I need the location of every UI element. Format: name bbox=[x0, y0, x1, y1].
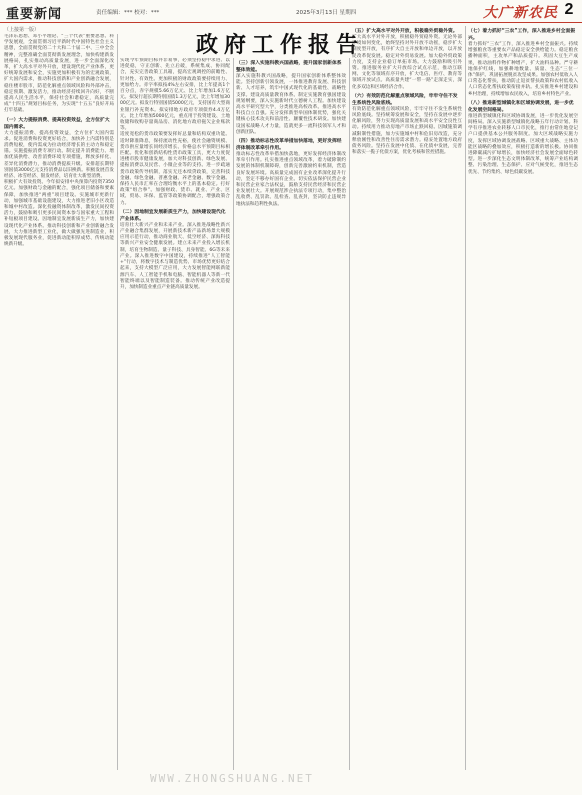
column-text: 积极扩大有效投资。今年拟安排中央预算内投资7350亿元。加强财政与金融的配合，强化项目储备和要素保障，加快推进“两重”项目建设。实施城市更新行动，加强城市基础设施建设，大力推进老旧小区改造和城中村改造。深化投融资体制改革，激发民间投资活力，鼓励和吸引更多民间资本参与国家重大工程和补短板项目建设。因地制宜发展新质生产力，加快建设现代化产业体系。推动科技创新和产业创新融合发展，大力推进新型工业化，做大做强先进制造业，积极发展现代服务业，促进新动能积厚成势、传统动能焕新升级。 bbox=[4, 180, 114, 248]
section-subhead: （二）因地制宜发展新质生产力，加快建设现代化产业体系。 bbox=[120, 209, 226, 222]
column-text: 推进新型城镇化和区域协调发展，进一步优化发展空间格局。深入实施新型城镇化战略五年行动计划。科学有序推进农业转移人口市民化，推行由常住地登记户口提供基本公共服务制度。加大区域战略实施力度，发挥区域协调发展战略、区域重大战略、主体功能区战略的叠加效应，积极打造新的增长极。协同推进降碳减污扩绿增长，加快经济社会发展全面绿色转型。进一步深化生态文明体制改革，统筹产业结构调整、污染治理、生态保护、应对气候变化，推进生态优先、节约集约、绿色低碳发展。 bbox=[468, 113, 578, 175]
section-name: 重要新闻 bbox=[6, 7, 63, 22]
column-text: 有效防范化解重点领域风险，牢牢守住不发生系统性风险底线。坚持统筹发展和安全，坚持在发展中逐步化解风险，努力实现高质量发展和高水平安全良性互动。持续用力推动房地产市场止跌回稳。因城施策调减限制性措施，加力实施城中村和危旧房改造，充分释放刚性和改善性住房需求潜力。稳妥处置地方政府债务风险。坚持在发展中化债、在化债中发展，完善和落实一揽子化债方案，优化考核和管控措施。 bbox=[352, 106, 462, 156]
column-2 bbox=[120, 58, 230, 770]
column-divider bbox=[465, 26, 466, 770]
masthead bbox=[0, 0, 582, 23]
editor-credits: 责任编辑：*** 校对：*** bbox=[96, 10, 160, 16]
watermark: WWW.ZHONGSHUANG.NET bbox=[150, 772, 314, 785]
section-subhead: （五）扩大高水平对外开放，积极稳外贸稳外资。 bbox=[352, 29, 458, 34]
column-3 bbox=[236, 58, 346, 770]
newspaper-name: 大广新农民 bbox=[483, 5, 558, 21]
column-text: 实现今年预期目标并非易事，必须坚持稳中求进、以进促稳，守正创新、先立后破，系统集成、协同配合，充实完善政策工具箱，提高宏观调控的前瞻性、针对性、有效性。更加积极的财政政策要持续用力、更加给力。赤字率拟按4%左右安排，比上年提高1个百分点，赤字规模5.66万亿元、比上年增加1.6万亿元。拟发行超长期特别国债1.3万亿元，比上年增加3000亿元。拟发行特别国债5000亿元，支持国有大型商业银行补充资本。拟安排地方政府专项债券4.4万亿元、比上年增加5000亿元，重点用于投资建设、土地收储和收购存量商品房、消化地方政府拖欠企业账款等。 bbox=[120, 58, 230, 132]
column-text: 毛泽东思想、邓小平理论、“三个代表”重要思想、科学发展观，全面贯彻习近平新时代中国特色社会主义思想，全面贯彻党的二十大和二十届二中、三中全会精神，完整准确全面贯彻新发展理念，加快构建新发展格局，扎实推动高质量发展，进一步全面深化改革，扩大高水平对外开放，建设现代化产业体系，更好统筹发展和安全，实施更加积极有为的宏观政策，扩大国内需求，推动科技创新和产业创新融合发展，稳住楼市股市，防范化解重点领域风险和外部冲击，稳定预期、激发活力，推动经济持续回升向好，不断提高人民生活水平，保持社会和谐稳定，高质量完成“十四五”规划目标任务，为实现“十五五”良好开局打牢基础。 bbox=[4, 34, 114, 114]
issue-date: 2025年3月13日 星期四 bbox=[296, 10, 357, 16]
column-5 bbox=[468, 26, 578, 770]
section-subhead: （一）大力提振消费、提高投资效益，全方位扩大国内需求。 bbox=[4, 117, 110, 130]
section-subhead: （七）着力抓好“三农”工作，深入推进乡村全面振兴。 bbox=[468, 29, 576, 41]
column-divider bbox=[117, 34, 118, 770]
section-subhead: （八）推进新型城镇化和区域协调发展，进一步优化发展空间格局。 bbox=[468, 100, 574, 113]
column-text: 推动标志性改革举措加快落地，更好发挥经济体制改革牵引作用。扎实推进重点领域改革，着力破除制约发展的体制机制障碍，创新完善激励约束机制，营造良好发展环境。高质量完成国有企业改革深化提升行动，坚定不移办好国有企业。切实依法保护民营企业和民营企业家合法权益，鼓励支持民营经济和民营企业发展壮大。开展规范涉企执法专项行动，集中整治乱收费、乱罚款、乱检查、乱查封，坚决防止违规异地执法和趋利性执法。 bbox=[236, 152, 346, 207]
section-subhead: （四）推动标志性改革举措加快落地，更好发挥经济体制改革牵引作用。 bbox=[236, 139, 342, 152]
column-text: 培育壮大新兴产业和未来产业。深入推进战略性新兴产业融合集群发展，开展新技术新产品新场景大规模应用示范行动，推动商业航天、低空经济、深海科技等新兴产业安全健康发展。建立未来产业投入增长机制，培育生物制造、量子科技、具身智能、6G等未来产业。深入推进数字中国建设，持续推进“人工智能+”行动，将数字技术与制造优势、市场优势更好结合起来，支持大模型广泛应用，大力发展智能网联新能源汽车、人工智能手机和电脑、智能机器人等新一代智能终端以及智能制造装备。推动传统产业改造提升，加快制造业重点产业链高质量发展。 bbox=[120, 222, 230, 290]
column-text: 着力抓好“三农”工作，深入推进乡村全面振兴。持续增强粮食等重要农产品稳定安全供给能力。稳定粮食播种面积，主攻单产和品质提升。巩固大豆生产成果，推动油料作物扩种增产，扩大油料品种。严守耕地保护红线，加强耕地数量、质量、生态“三位一体”保护。巩固拓展脱贫攻坚成果。加强农村低收入人口常态化帮扶，推动防止返贫帮扶政策和农村低收入人口常态化帮扶政策衔接并轨。扎实推进乡村建设和乡村治理，持续增加农民收入，培育乡村特色产业。 bbox=[468, 42, 578, 97]
column-4 bbox=[352, 26, 462, 770]
section-subhead: （三）深入实施科教兴国战略，提升国家创新体系整体效能。 bbox=[236, 61, 342, 73]
column-text: 深入实施科教兴国战略，提升国家创新体系整体效能。坚持创新引领发展，一体推进教育发展、科技创新、人才培养，筑牢中国式现代化的基础性、战略性支撑。建设高质量教育体系。制定实施教育强国建设规划纲要，深入实施新时代立德树人工程。加快建设高水平研究型大学，分类推进高校改革。推进高水平科技自立自强。充分发挥新型举国体制优势，强化关键核心技术攻关和前沿性、颠覆性技术研发。加快建设国家战略人才力量，造就更多一流科技领军人才和创新团队。 bbox=[236, 74, 346, 135]
column-1 bbox=[4, 34, 114, 770]
column-text: 适度宽松的货币政策要发挥好总量和结构双重功能。适时降准降息，保持流动性充裕，使社会融资规模、货币供应量增长同经济增长、价格总水平预期目标相匹配。优化和创新结构性货币政策工具，更大力度促进楼市股市健康发展，加大对科技创新、绿色发展、提振消费以及民营、小微企业等的支持。进一步疏通货币政策传导机制，落实无还本续贷政策，完善科技金融、绿色金融、普惠金融、养老金融、数字金融。保持人民币汇率在合理均衡水平上的基本稳定。打好政策“组合拳”。加强财政、货币、就业、产业、区域、贸易、环保、监管等政策协调配合，增强政策合力。 bbox=[120, 132, 230, 206]
column-divider bbox=[233, 58, 234, 770]
page-number: 2 bbox=[564, 1, 574, 18]
column-text: 大力提振消费、提高投资效益，全方位扩大国内需求。促进消费和投资更好结合，加快补上内需特别是消费短板，使内需成为拉动经济增长的主动力和稳定锚。实施提振消费专项行动。制定提升消费能力、增加优质供给、改善消费环境专项措施，释放多样化、差异化消费潜力，推动消费提质升级。安排超长期特别国债3000亿元支持消费品以旧换新。积极发展首发经济、冰雪经济、银发经济，培育壮大新型消费。 bbox=[4, 130, 114, 180]
section-subhead: （六）有效防范化解重点领域风险，牢牢守住不发生系统性风险底线。 bbox=[352, 93, 458, 106]
continuation-note: （上接第一版） bbox=[4, 27, 40, 33]
article-title: 政府工作报告 bbox=[196, 32, 365, 58]
column-text: 扩大高水平对外开放，积极稳外贸稳外资。无论外部环境如何变化，始终坚持对外开放不动摇，稳步扩大制度型开放，有序扩大自主开放和单边开放，以开放促改革促发展。稳定对外贸易发展。加大稳外贸政策力度，支持企业稳订单拓市场。大力鼓励和吸引外资。推进服务业扩大开放综合试点示范，推动互联网、文化等领域有序开放，扩大电信、医疗、教育等领域开放试点。高质量共建“一带一路”走深走实，深化多双边和区域经济合作。 bbox=[352, 35, 462, 90]
column-divider bbox=[349, 58, 350, 770]
